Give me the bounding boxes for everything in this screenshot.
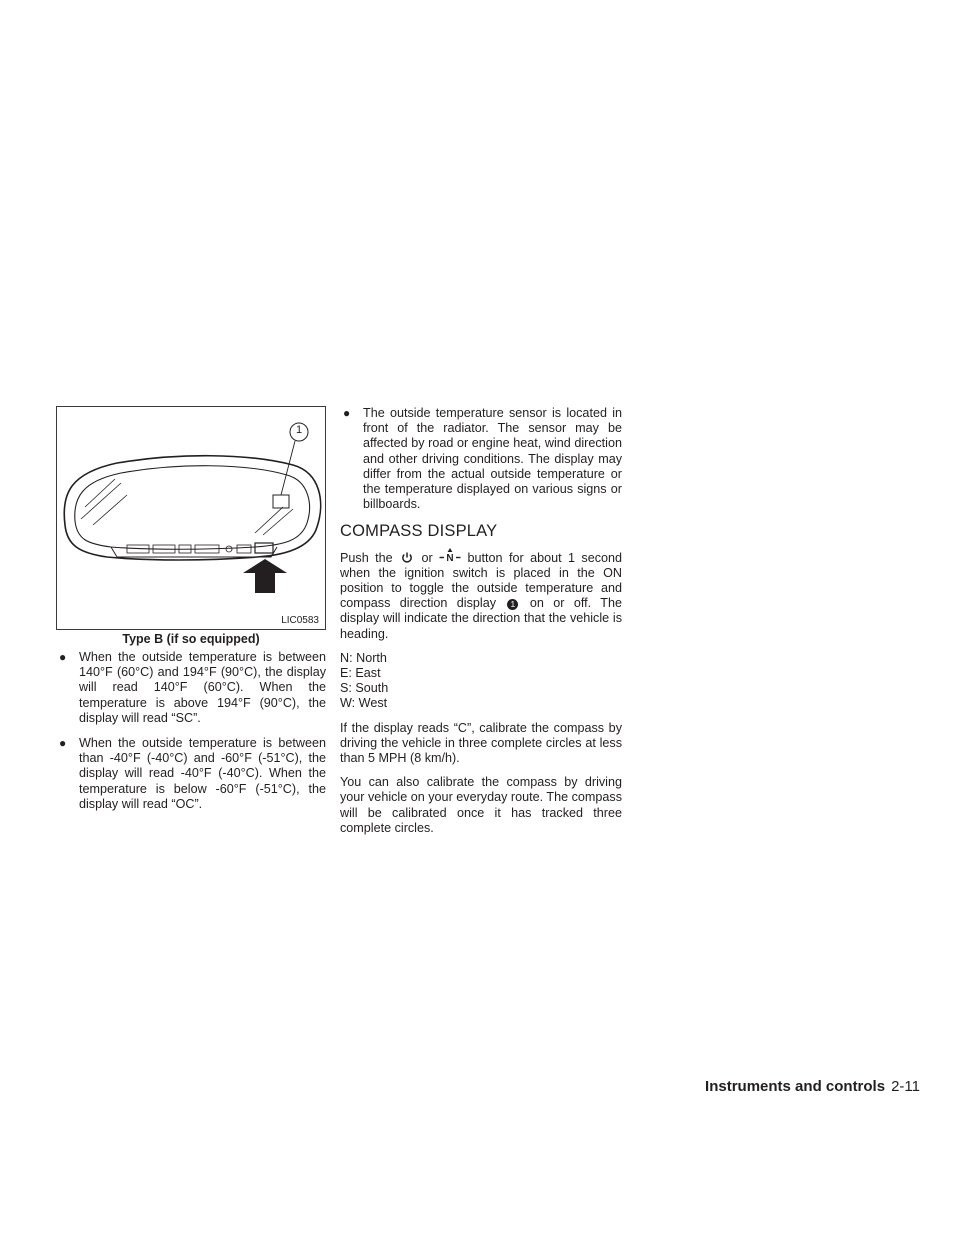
mirror-illustration <box>57 407 325 629</box>
figure-caption: Type B (if so equipped) <box>122 632 260 646</box>
list-item: E: East <box>340 666 381 681</box>
right-bullet-list <box>340 406 622 512</box>
bullet-icon: ● <box>59 736 67 751</box>
figure-code: LIC0583 <box>281 615 319 626</box>
calibrate-paragraph-1: If the display reads “C”, calibrate the compass by driving the vehicle in three complete circles at less than 5 MPH (8 km/h). <box>340 720 622 766</box>
push-or-text: or <box>421 550 433 565</box>
list-item <box>56 736 326 812</box>
compass-instructions <box>340 548 622 642</box>
bullet-icon: ● <box>343 406 351 420</box>
section-heading: COMPASS DISPLAY <box>340 522 498 541</box>
list-item: W: West <box>340 696 388 711</box>
bullet-text: When the outside temperature is between 140°F (60°C) and 194°F (90°C), the display will read 140°F (60°C). When the temperature is above 194°F (90°C), the display will read “SC”. <box>79 650 326 725</box>
footer-section-name: Instruments and controls <box>705 1078 886 1095</box>
right-column <box>340 406 622 845</box>
figure-callout-number: 1 <box>296 424 303 436</box>
page-footer <box>705 1078 920 1095</box>
direction-list <box>340 651 622 712</box>
page-number: 2-11 <box>891 1078 920 1095</box>
left-bullet-list <box>56 650 326 812</box>
calibrate-paragraph-2: You can also calibrate the compass by driving your vehicle on your everyday route. The compass will be calibrated once it has tracked three complete circles. <box>340 775 622 835</box>
list-item <box>56 650 326 726</box>
left-column <box>56 650 326 822</box>
power-icon <box>399 552 415 564</box>
bullet-text: The outside temperature sensor is located in front of the radiator. The sensor may be affected by road or engine heat, wind direction and other driving conditions. The display may differ from the actual outside temperature or the temperature displayed on various signs or billboards. <box>363 406 622 512</box>
callout-marker: 1 <box>507 599 518 610</box>
push-post-text: button for about 1 second when the ignition switch is placed in the ON position to toggle the outside temperature and compass direction display <box>340 550 623 611</box>
push-pre-text: Push the <box>340 550 393 565</box>
list-item <box>340 406 622 512</box>
compass-north-icon <box>439 548 461 564</box>
list-item: S: South <box>340 681 389 696</box>
list-item: N: North <box>340 650 387 665</box>
svg-text:N: N <box>446 552 454 564</box>
bullet-icon: ● <box>59 650 67 664</box>
mirror-figure <box>56 406 326 630</box>
bullet-text: When the outside temperature is between than -40°F (-40°C) and -60°F (-51°C), the display will read -40°F (-40°C). When the temperature is below -60°F (-51°C), the display will read “OC”. <box>79 736 326 811</box>
push-end-text: on or off. The display will indicate the direction that the vehicle is heading. <box>340 596 622 641</box>
